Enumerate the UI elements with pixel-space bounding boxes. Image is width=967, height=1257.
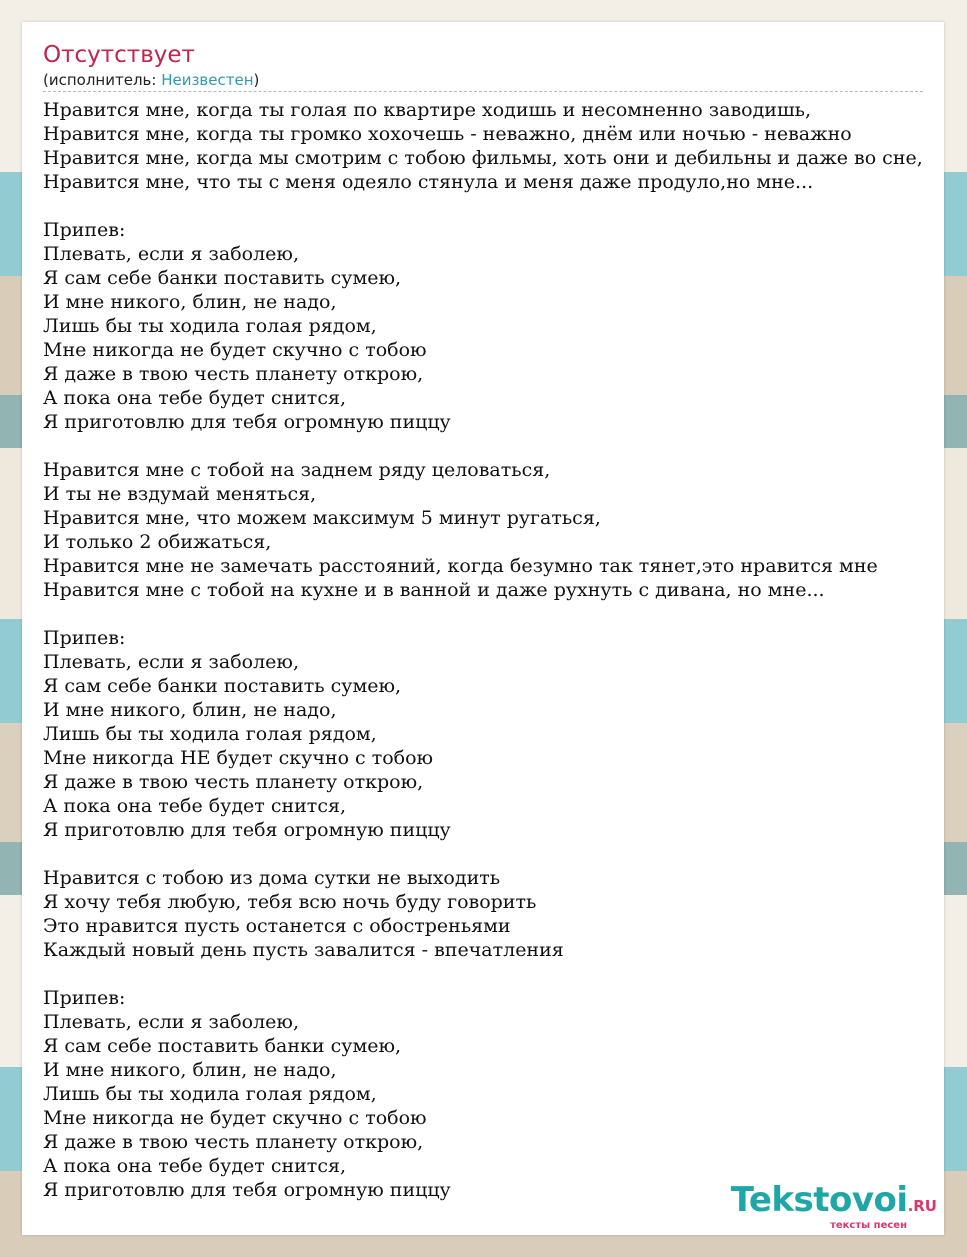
lyric-line: Я даже в твою честь планету открою, <box>43 771 424 793</box>
lyric-line: Нравится мне, что ты с меня одеяло стянула и меня даже продуло,но мне... <box>43 171 814 193</box>
lyric-line <box>43 962 944 986</box>
lyric-line: Припев: <box>43 219 126 241</box>
logo-tagline: тексты песен <box>830 1220 907 1231</box>
lyric-line: И мне никого, блин, не надо, <box>43 1059 337 1081</box>
lyric-line: Каждый новый день пусть завалится - впечатления <box>43 939 564 961</box>
logo-name: Tekstovoi <box>730 1180 908 1220</box>
lyric-line <box>43 842 944 866</box>
lyric-line: Нравится мне с тобой на заднем ряду целоваться, <box>43 459 551 481</box>
lyric-line: Я приготовлю для тебя огромную пиццу <box>43 819 451 841</box>
lyric-line: Я даже в твою честь планету открою, <box>43 1131 424 1153</box>
lyric-line: И мне никого, блин, не надо, <box>43 291 337 313</box>
lyric-line: Нравится мне не замечать расстояний, когда безумно так тянет,это нравится мне <box>43 555 878 577</box>
lyric-line: Лишь бы ты ходила голая рядом, <box>43 723 377 745</box>
lyric-line <box>43 194 944 218</box>
lyric-line: Мне никогда НЕ будет скучно с тобою <box>43 747 434 769</box>
song-title: Отсутствует <box>43 42 195 68</box>
lyric-line: Я хочу тебя любую, тебя всю ночь буду говорить <box>43 891 537 913</box>
artist-link[interactable]: Неизвестен <box>161 71 254 89</box>
lyric-line: Припев: <box>43 987 126 1009</box>
lyric-line: Это нравится пусть останется с обостреньями <box>43 915 511 937</box>
lyric-line: Нравится мне, что можем максимум 5 минут ругаться, <box>43 507 601 529</box>
lyric-line: Нравится мне, когда ты голая по квартире ходишь и несомненно заводишь, <box>43 99 811 121</box>
lyrics-card <box>22 22 944 1235</box>
lyric-line: Я приготовлю для тебя огромную пиццу <box>43 411 451 433</box>
lyric-line: Нравится мне с тобой на кухне и в ванной и даже рухнуть с дивана, но мне... <box>43 579 825 601</box>
lyric-line: Мне никогда не будет скучно с тобою <box>43 1107 427 1129</box>
lyric-line: Нравится с тобою из дома сутки не выходить <box>43 867 501 889</box>
lyric-line: И мне никого, блин, не надо, <box>43 699 337 721</box>
lyric-line: Я приготовлю для тебя огромную пиццу <box>43 1179 451 1201</box>
lyric-line: Плевать, если я заболею, <box>43 243 299 265</box>
lyric-line: Мне никогда не будет скучно с тобою <box>43 339 427 361</box>
lyric-line <box>43 434 944 458</box>
lyric-line: Плевать, если я заболею, <box>43 651 299 673</box>
logo-wordmark <box>731 1182 937 1224</box>
lyric-line: А пока она тебе будет снится, <box>43 387 346 409</box>
lyric-line: И только 2 обижаться, <box>43 531 272 553</box>
lyric-line: Плевать, если я заболею, <box>43 1011 299 1033</box>
lyric-line: Лишь бы ты ходила голая рядом, <box>43 1083 377 1105</box>
lyric-line: И ты не вздумай меняться, <box>43 483 317 505</box>
artist-line <box>43 71 923 92</box>
lyric-line: А пока она тебе будет снится, <box>43 795 346 817</box>
lyric-line: Лишь бы ты ходила голая рядом, <box>43 315 377 337</box>
lyric-line: А пока она тебе будет снится, <box>43 1155 346 1177</box>
lyric-line: Я даже в твою честь планету открою, <box>43 363 424 385</box>
lyric-line: Я сам себе поставить банки сумею, <box>43 1035 402 1057</box>
artist-prefix: (исполнитель: <box>43 71 162 89</box>
logo-tld: .RU <box>907 1197 937 1215</box>
site-logo[interactable] <box>731 1182 937 1232</box>
lyric-line: Припев: <box>43 627 126 649</box>
artist-suffix: ) <box>253 71 260 89</box>
lyric-line: Я сам себе банки поставить сумею, <box>43 267 402 289</box>
lyric-line <box>43 602 944 626</box>
lyric-line: Нравится мне, когда мы смотрим с тобою фильмы, хоть они и дебильны и даже во сне, <box>43 147 923 169</box>
lyric-line: Я сам себе банки поставить сумею, <box>43 675 402 697</box>
lyrics-text <box>43 98 944 1202</box>
lyric-line: Нравится мне, когда ты громко хохочешь - неважно, днём или ночью - неважно <box>43 123 852 145</box>
